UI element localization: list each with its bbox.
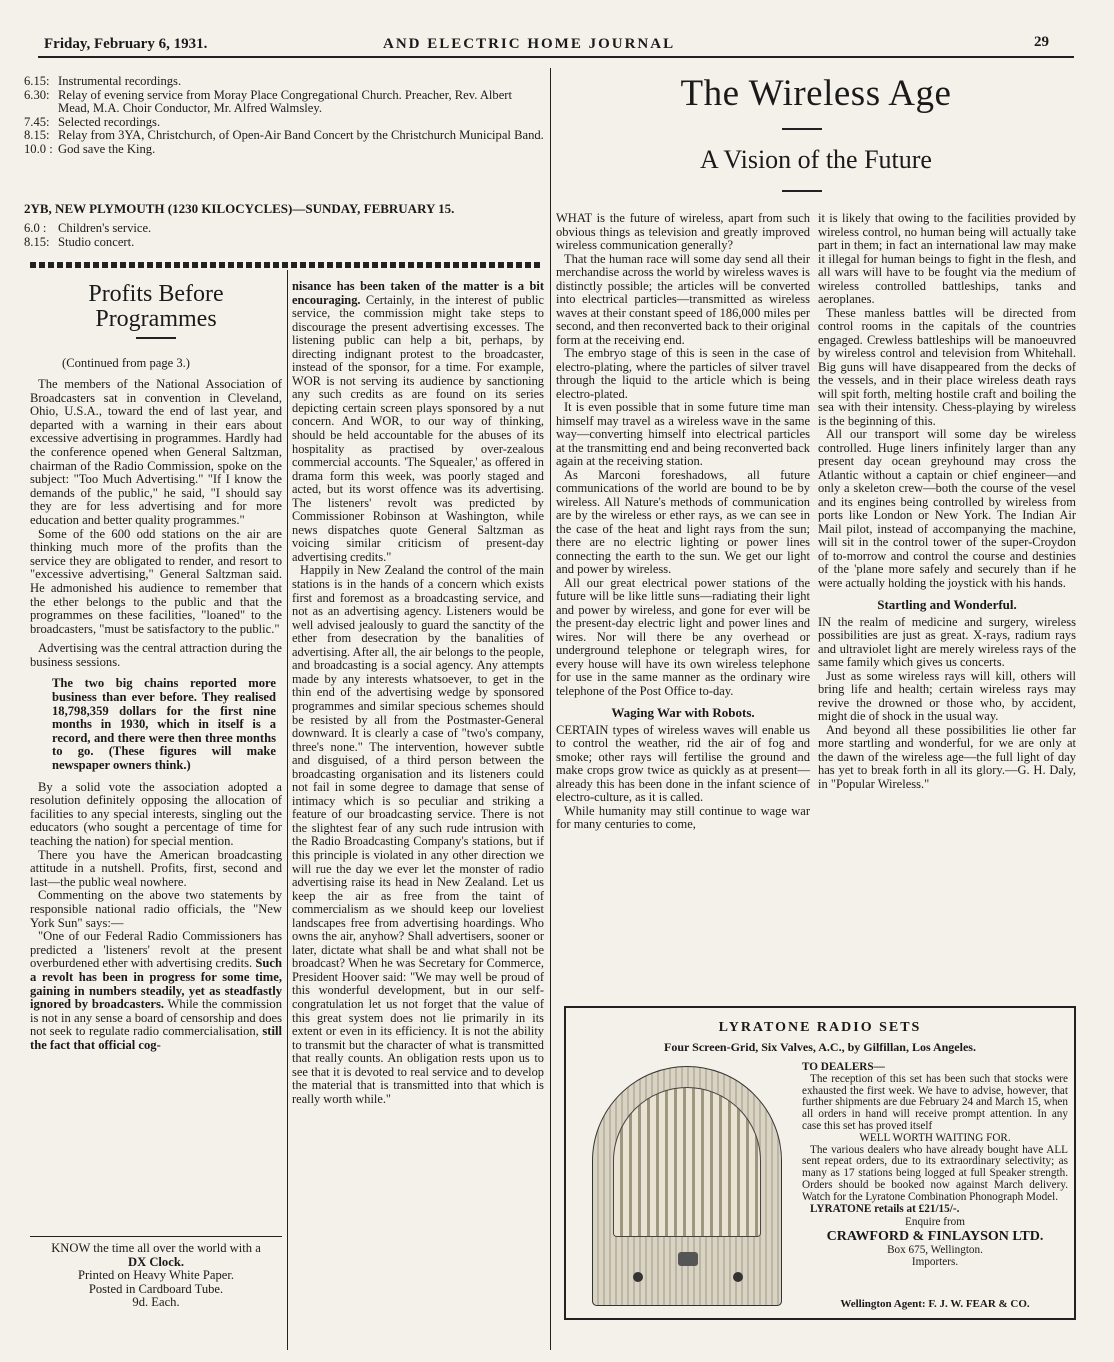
schedule-row: [24, 236, 324, 250]
ad-subtitle: Four Screen-Grid, Six Valves, A.C., by Gilfillan, Los Angeles.: [664, 1040, 976, 1054]
paragraph: [292, 280, 544, 564]
lyratone-ad: [564, 1006, 1076, 1320]
profits-title-line: Profits Before: [88, 281, 224, 307]
schedule-row: [24, 129, 544, 143]
ad-paragraph: The various dealers who have already bought have ALL sent repeat orders, due to its extraordinary selectivity; as many as 17 stations being logged at full Speaker strength. Orders should be booked now against March delivery. Watch for the Lyratone Combination Phonograph Model.: [802, 1143, 1068, 1203]
wireless-subtitle: A Vision of the Future: [700, 145, 932, 174]
schedule-2: [24, 222, 324, 249]
schedule-text: Studio concert.: [58, 234, 135, 249]
paragraph: These manless battles will be directed from control rooms in the capitals of the countries engaged. Crewless battleships will be manoeuvred by wireless control and television from Whitehall. Big guns will have disappeared from the decks of the vessels, and in their place wireless death rays will spit forth, melting hostile craft and boiling the sea with their intensity. Chess-playing by wireless is the beginning of this.: [818, 305, 1076, 428]
ad-company: CRAWFORD & FINLAYSON LTD.: [826, 1229, 1044, 1245]
schedule-text: Relay of evening service from Moray Place Congregational Church. Preacher, Rev. Albert Mead, M.A. Choir Conductor, Mr. Alfred Walmsley.: [58, 87, 513, 116]
paragraph: As Marconi foreshadows, all future communications of the world are bound to be by wireless. All Nature's methods of communication are by the wireless or ether rays, as we can see in the case of the heat and light rays from the sun; there are no electric lighting or power lines connecting the earth to the sun. We get our light and power by wireless.: [556, 467, 810, 576]
paragraph: That the human race will some day send all their merchandise across the world by wireless waves is distinctly possible; the articles will be converted into electrical particles—transmitted as wireless waves at their constant speed of 186,000 miles per second, and then reconverted back to their original form at the receiving end.: [556, 251, 810, 347]
dial: [678, 1252, 698, 1266]
paragraph: Happily in New Zealand the control of the main stations is in the hands of a concern which exists first and foremost as a broadcasting service, and not as an advertising agency. Listeners would be well advised jealously to guard the sanctity of the ether from desecration by the banalities of advertising. After all, the air belongs to the people, and broadcasting is a social agency. Any attempts made by any interests whatsoever, to get in the thin end of the advertising wedge by sponsored programmes and similar specious schemes should be resisted by all from the Postmaster-General downward. It is clearly a case of "two's company, three's none." The intervention, however subtle and disguised, of a third person between the broadcasting organisation and its listeners could not fail in some degree to damage that sense of intimacy which is so peculiar and striking a feature of our broadcasting service. There is not the slightest fear of any such rude intrusion with the Radio Broadcasting Company's stations, but if this principle is violated in any other direction we will rue the day we ever let the monster of radio advertising raise its head in New Zealand. Let us keep the air as free from the taint of commercialism as we should keep our loveliest landscapes free from advertising hoardings. Who owns the air, anyhow? Shall advertisers, sooner or later, dictate what shall be and what shall not be broadcast? When he was Secretary for Commerce, President Hoover said: "We may well be proud of this wonderful development, but in our self-congratulation let us not forget that the value of this great system does not lie primarily in its extent or even in its efficiency. It is not the ability to transmit but the character of what is transmitted that really counts. An obligation rests upon us to see that it is devoted to real service and to develop the material that is transmitted into that which is really worth while.": [292, 563, 544, 1106]
ad-title: LYRATONE RADIO SETS: [718, 1020, 922, 1035]
schedule-row: [24, 89, 544, 116]
schedule-time: 8.15:: [24, 234, 50, 249]
dx-ad-line: Posted in Cardboard Tube.: [88, 1281, 224, 1296]
radio-set-illustration: [592, 1066, 782, 1306]
text-run: Certainly, in the interest of public service, the commission might take steps to discourage the present advertising excesses. The listening public can help a bit, perhaps, by directing indignant protest to the broadcaster, instead of the sponsor, for a time. For example, WOR is not serving its audience by sanctioning any such credits as are found on its series depicting certain screen plays sponsored by a nut concern. And WOR, to our way of thinking, should be held accountable for the abuses of its hospitality as practised by over-zealous commercial accounts. 'The Squealer,' as offered in drama form this week, was poorly staged and acted, but its worst offence was its advertising. The listeners' revolt was predicted by Commissioner Robinson at Washington, while news dispatches quote General Saltzman as voicing similar criticism of present-day advertising credits.": [292, 292, 544, 564]
profits-col2-body: [292, 280, 544, 1106]
journal-name: AND ELECTRIC HOME JOURNAL: [383, 36, 676, 52]
ad-worth: WELL WORTH WAITING FOR.: [859, 1131, 1011, 1144]
column-divider: [287, 270, 288, 1350]
ad-box: Box 675, Wellington.: [887, 1244, 983, 1257]
issue-date: Friday, February 6, 1931.: [44, 36, 208, 52]
paragraph: IN the realm of medicine and surgery, wireless possibilities are just as great. X-rays, radium rays and ultraviolet light are merely wireless rays of the same family which gives us concerts.: [818, 614, 1076, 669]
schedule-row: [24, 116, 544, 130]
header-rule: [38, 56, 1074, 58]
paragraph: There you have the American broadcasting attitude in a nutshell. Profits, first, second and last—the public weal nowhere.: [30, 847, 282, 889]
continued-note: (Continued from page 3.): [62, 356, 191, 370]
text-run: "One of our Federal Radio Commissioners has predicted a 'listeners' revolt at the present overburdened ether with advertising credits.: [30, 929, 282, 971]
paragraph: Advertising was the central attraction during the business sessions.: [30, 641, 282, 669]
startling-heading: Startling and Wonderful.: [877, 597, 1017, 612]
paragraph: All our transport will some day be wireless controlled. Huge liners infinitely larger than any present day ocean greyhound may cross the Atlantic without a captain or chief engineer—and only a skeleton crew—both the course of the vesel and its engines being controlled by wireless from ports like London or New York. The Indian Air Mail pilot, instead of accompanying the machine, will sit in the control tower of the super-Croydon of to-morrow and control the course and destinies of the 'plane more safely and securely than if he were actually holding the joystick with his hands.: [818, 427, 1076, 590]
text-run-bold: Such a revolt has been in progress for some time, gaining in numbers steadily, yet as steadfastly ignored by broadcasters.: [30, 956, 282, 1012]
ad-agent: Wellington Agent: F. J. W. FEAR & CO.: [840, 1298, 1030, 1310]
paragraph: it is likely that owing to the facilities provided by wireless control, no human being will actually take part in them; in fact an international law may make it illegal for human beings to fight in the flesh, and all wars will have to be fought via the medium of wireless controlled battleships, tanks and aeroplanes.: [818, 211, 1076, 306]
paragraph: Commenting on the above two statements by responsible national radio officials, the "New York Sun" says:—: [30, 888, 282, 930]
schedule-time: 8.15:: [24, 128, 50, 143]
paragraph: CERTAIN types of wireless waves will enable us to control the weather, rid the air of fog and smoke; other rays will fertilise the ground and make crops grow twice as quickly as at present—already this has been done in the infant science of electro-culture, as it is called.: [556, 722, 810, 804]
schedule-row: [24, 75, 544, 89]
wireless-title: The Wireless Age: [680, 73, 952, 114]
profits-title: [30, 282, 282, 332]
bold-box: The two big chains reported more business than ever before. They realised 18,798,359 dollars for the first nine months in 1930, which in itself is a record, and there were then three months to go. (These figures will make newspaper owners think.): [52, 676, 276, 773]
dx-ad-line: 9d. Each.: [132, 1295, 180, 1310]
knob: [733, 1272, 743, 1282]
paragraph: Just as some wireless rays will kill, others will bring life and health; certain wireless rays may revive the drowned or those who, by accident, might die of shock in the usual way.: [818, 668, 1076, 723]
title-rule: [782, 190, 822, 192]
ad-enquire: Enquire from: [905, 1216, 965, 1229]
title-rule: [782, 128, 822, 130]
chain-divider: [30, 262, 542, 268]
ad-price: LYRATONE retails at £21/15/-.: [810, 1202, 960, 1215]
paragraph: It is even possible that in some future time man himself may travel as a wireless wave in the same way—converting himself into electrical particles at the transmitting end and being reconverted back again at the receiving station.: [556, 400, 810, 468]
text-run: While the commission is not in any sense a board of censorship and does not seek to regulate radio commercialisation,: [30, 997, 282, 1039]
dx-ad-line: Printed on Heavy White Paper.: [77, 1268, 235, 1283]
schedule-text: Instrumental recordings.: [58, 74, 182, 88]
schedule-row: [24, 143, 544, 157]
column-divider: [550, 68, 551, 1350]
knob: [633, 1272, 643, 1282]
profits-title-line: Programmes: [95, 306, 217, 332]
schedule-time: 7.45:: [24, 114, 50, 129]
paragraph: By a solid vote the association adopted a resolution definitely opposing the allocation of facilities to any special interests, singling out the educators (who sought a percentage of time for teaching the nation) for special mention.: [30, 779, 282, 848]
paragraph: WHAT is the future of wireless, apart from such obvious things as television and greatly improved wireless communication generally?: [556, 211, 810, 252]
wireless-col1: [556, 212, 810, 832]
robots-heading: Waging War with Robots.: [611, 705, 755, 720]
text-run-bold: still the fact that official cog-: [30, 1024, 282, 1052]
paragraph: All our great electrical power stations of the future will be like little suns—radiating their light and power by wireless, and gone for ever will be the present-day electric light and power lines and wires. Nor will there be any overhead or underground telephone or telegraph wires, for every house will have its own wireless telephone for use in the same manner as the ordinary wire telephone of the Post Office to-day.: [556, 575, 810, 698]
schedule-time: 6.15:: [24, 74, 50, 88]
paragraph: While humanity may still continue to wage war for many centuries to come,: [556, 803, 810, 831]
dx-clock-ad: [30, 1242, 282, 1310]
ad-paragraph: The reception of this set has been such that stocks were exhausted the first week. We have to advise, however, that further shipments are due February 24 and March 15, when all orders in hand will receive prompt attention. In any case this set has proved itself: [802, 1072, 1068, 1132]
schedule-text: Relay from 3YA, Christchurch, of Open-Air Band Concert by the Christchurch Municipal Band.: [58, 128, 544, 143]
paragraph: [30, 930, 282, 1052]
page-number: 29: [1034, 34, 1049, 50]
ad-divider: [30, 1236, 282, 1237]
paragraph: Some of the 600 odd stations on the air are thinking much more of the profits than the service they are obligated to render, and resort to "excessive advertising," General Saltzman said. He admonished his audience to remember that the ether belongs to the public and that the programmes on these facilities, "loaned" to the broadcasters, "must be satisfactory to the public.": [30, 526, 282, 636]
speaker-grille: [613, 1087, 761, 1237]
wireless-col2: [818, 212, 1076, 791]
ad-body: [802, 1062, 1068, 1269]
paragraph: The members of the National Association of Broadcasters sat in convention in Cleveland, Ohio, U.S.A., toward the end of last year, and departed with a warning in their ears about excessive advertising in programmes. Hardly had the conference opened when General Saltzman, chairman of the Radio Commission, spoke on the subject: "Too Much Advertising." "If I know the demands of the public," he said, "I should say they are for less advertising and for more education and better quality programmes.": [30, 377, 282, 527]
title-rule: [136, 337, 176, 339]
dx-ad-line: KNOW the time all over the world with a: [51, 1241, 261, 1255]
schedule-row: [24, 222, 324, 236]
schedule-text: Selected recordings.: [58, 114, 161, 129]
profits-col1-body: [30, 378, 282, 1053]
schedule-text: Children's service.: [58, 221, 152, 235]
ad-importers: Importers.: [911, 1255, 959, 1268]
text-run-bold: nisance has been taken of the matter is a bit encouraging.: [292, 279, 544, 307]
paragraph: And beyond all these possibilities lie other far more startling and wonderful, for we are only at the dawn of the wireless age—the full light of day has yet to break forth in all its glory.—G. H. Daly, in "Popular Wireless.": [818, 722, 1076, 791]
dx-ad-line: DX Clock.: [128, 1254, 184, 1269]
paragraph: The embryo stage of this is seen in the case of electro-plating, where the particles of silver travel through the liquid to the article which is being electro-plated.: [556, 346, 810, 401]
schedule-time: 10.0 :: [24, 141, 53, 156]
to-dealers: TO DEALERS—: [802, 1061, 885, 1073]
schedule: [24, 75, 544, 157]
schedule-text: God save the King.: [58, 141, 156, 156]
schedule-time: 6.30:: [24, 87, 50, 102]
station-heading: 2YB, NEW PLYMOUTH (1230 KILOCYCLES)—SUNDAY, FEBRUARY 15.: [24, 201, 455, 216]
schedule-time: 6.0 :: [24, 221, 47, 235]
